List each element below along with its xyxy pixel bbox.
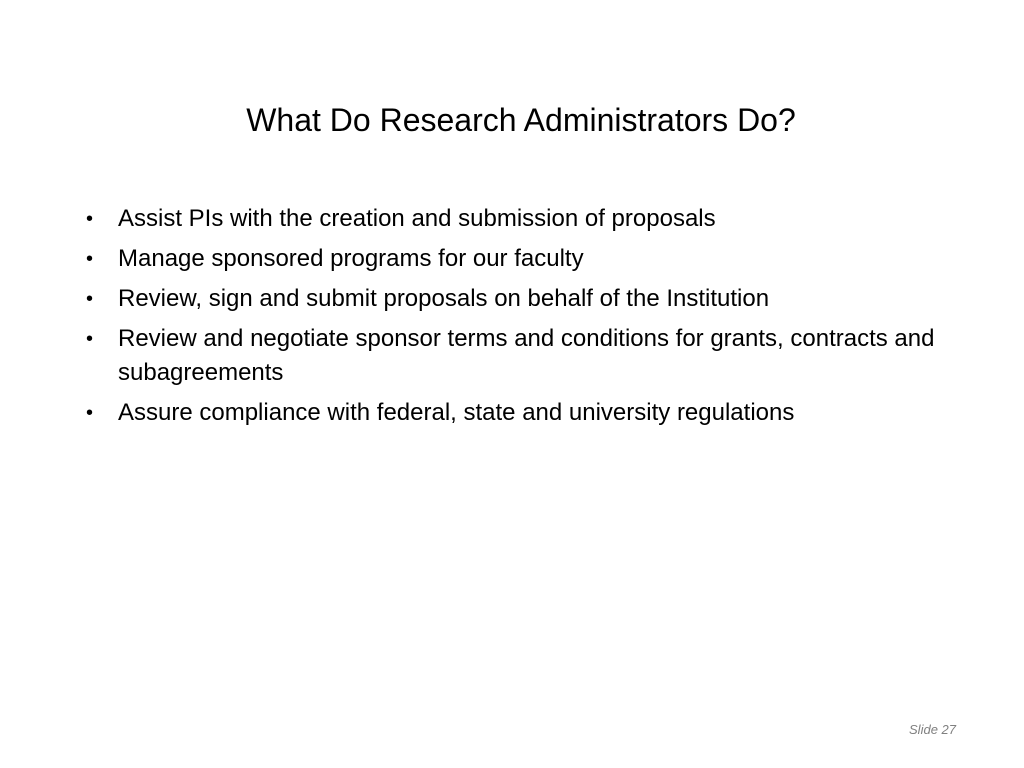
bullet-icon: • [86,208,94,230]
bullet-icon: • [86,288,94,310]
bullet-icon: • [86,248,94,270]
slide-number: Slide 27 [909,722,956,737]
bullet-item [76,242,956,276]
bullet-text: Review, sign and submit proposals on behalf of the Institution [118,285,770,312]
bullet-icon: • [86,402,94,424]
bullet-list [76,202,956,436]
bullet-text: Assist PIs with the creation and submission of proposals [118,205,716,232]
bullet-text: Review and negotiate sponsor terms and conditions for grants, contracts and subagreements [118,325,935,386]
bullet-text: Manage sponsored programs for our faculty [118,245,584,272]
slide-title: What Do Research Administrators Do? [246,102,796,138]
bullet-item [76,322,956,390]
bullet-icon: • [86,328,94,350]
bullet-text: Assure compliance with federal, state and university regulations [118,399,795,426]
bullet-item [76,282,956,316]
bullet-item [76,396,956,430]
bullet-item [76,202,956,236]
